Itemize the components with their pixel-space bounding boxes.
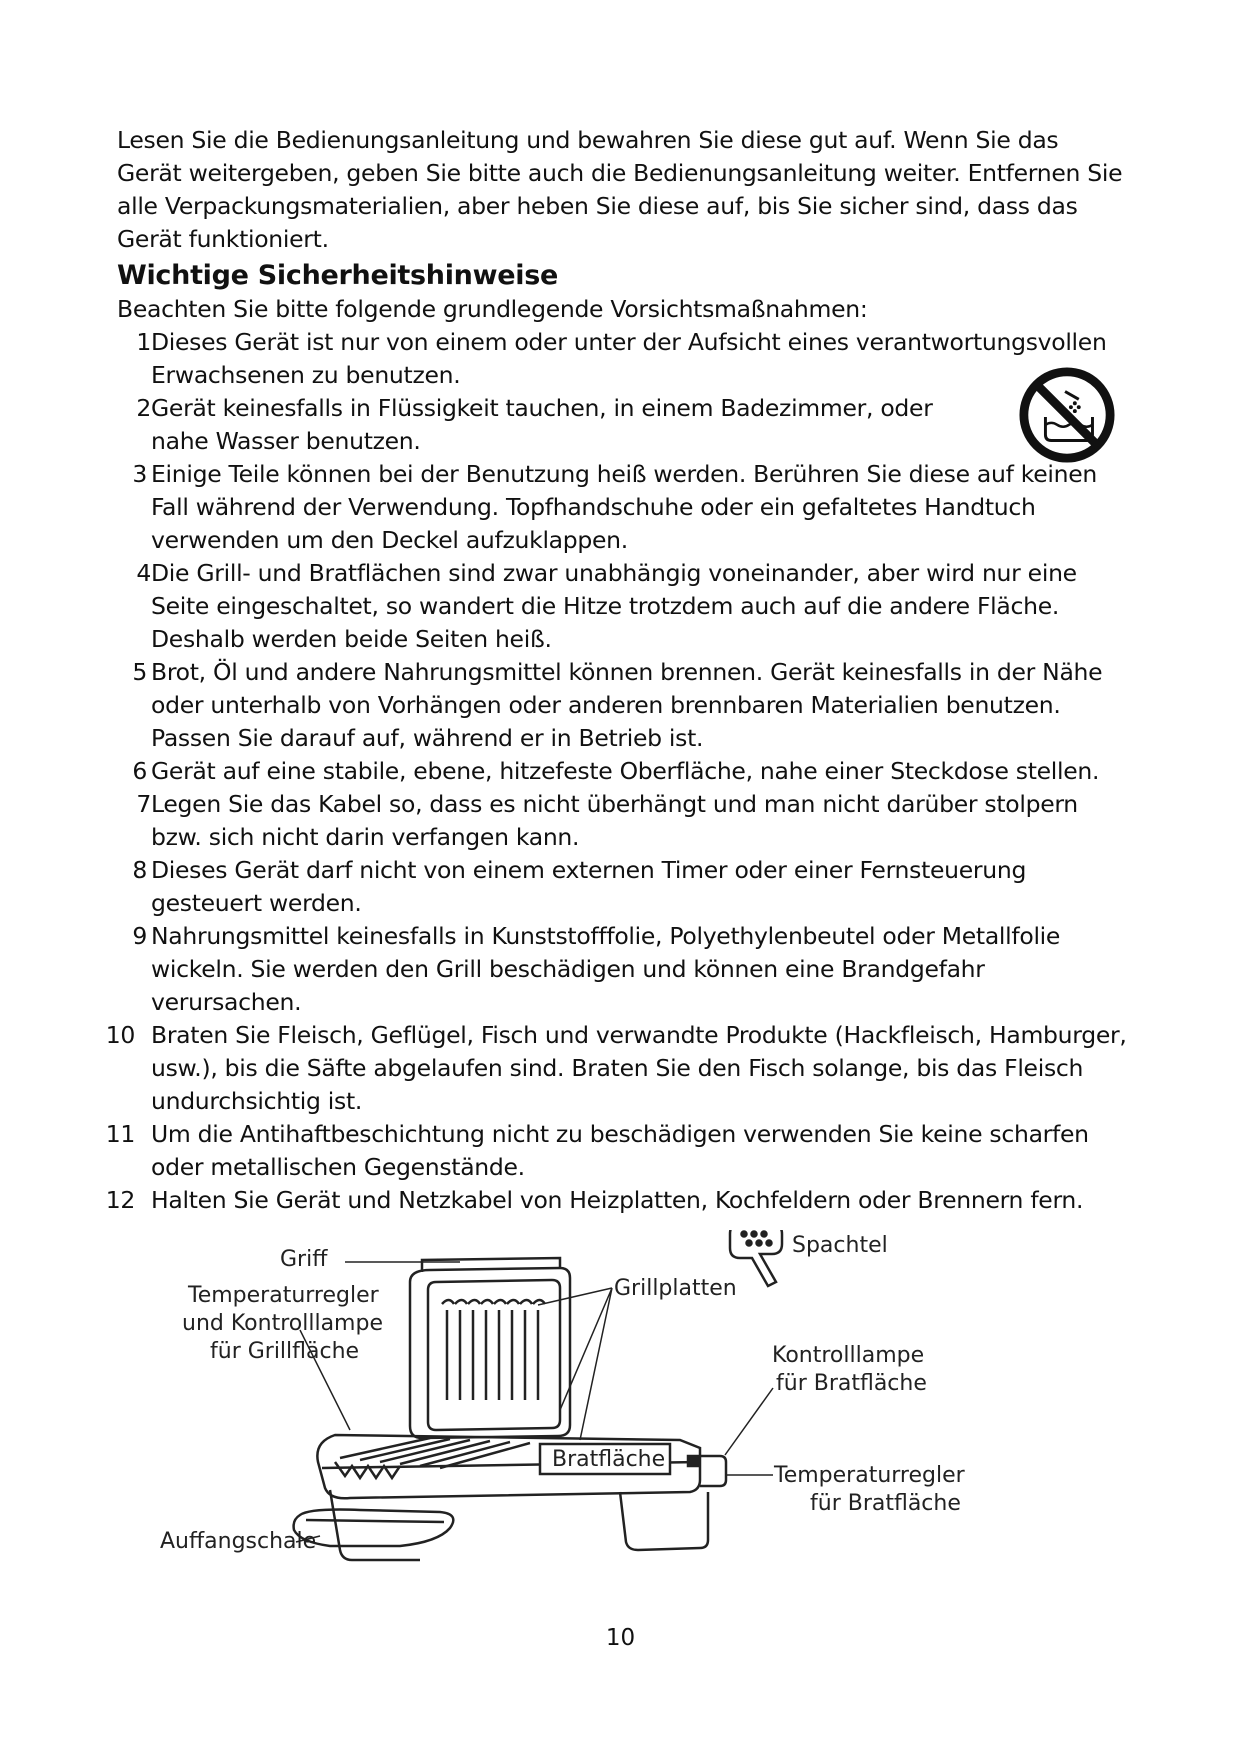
page-number: 10 — [605, 1625, 636, 1651]
item-number: 7 — [136, 790, 151, 818]
label-temp-grill-1: Temperaturregler — [188, 1283, 379, 1308]
list-item — [117, 854, 1127, 920]
list-item — [117, 920, 1127, 1019]
label-griff: Griff — [280, 1247, 328, 1272]
list-item — [105, 1118, 1127, 1184]
content — [105, 124, 1127, 1217]
label-temp-brat-1: Temperaturregler — [774, 1463, 965, 1488]
item-number: 2 — [136, 394, 151, 422]
list-item — [117, 326, 1127, 392]
item-number: 12 — [105, 1186, 135, 1214]
label-temp-brat-2: für Bratfläche — [810, 1491, 961, 1516]
item-text: Nahrungsmittel keinesfalls in Kunststofffolie, Polyethylenbeutel oder Metallfolie wickeln. Sie werden den Grill beschädigen und können eine Brandgefahr verursachen. — [151, 922, 1061, 1016]
list-item — [117, 392, 1127, 458]
no-water-icon — [1018, 366, 1116, 464]
list-item — [117, 557, 1127, 656]
item-number: 6 — [132, 757, 147, 785]
item-text: Dieses Gerät ist nur von einem oder unter der Aufsicht eines verantwortungsvollen Erwachsenen zu benutzen. — [151, 328, 1107, 389]
item-text: Gerät auf eine stabile, ebene, hitzefeste Oberfläche, nahe einer Steckdose stellen. — [151, 757, 1100, 785]
item-text: Dieses Gerät darf nicht von einem externen Timer oder einer Fernsteuerung gesteuert werden. — [151, 856, 1027, 917]
item-number: 11 — [105, 1120, 135, 1148]
label-auffangschale: Auffangschale — [160, 1529, 317, 1554]
item-number: 4 — [136, 559, 151, 587]
list-item — [117, 755, 1127, 788]
item-text: Einige Teile können bei der Benutzung heiß werden. Berühren Sie diese auf keinen Fall während der Verwendung. Topfhandschuhe oder ein gefaltetes Handtuch verwenden um den Deckel aufzuklappen. — [151, 460, 1097, 554]
item-text: Halten Sie Gerät und Netzkabel von Heizplatten, Kochfeldern oder Brennern fern. — [151, 1186, 1084, 1214]
list-item — [105, 1019, 1127, 1118]
label-kontrolllampe-1: Kontrolllampe — [772, 1343, 925, 1368]
lead-paragraph: Beachten Sie bitte folgende grundlegende Vorsichtsmaßnahmen: — [117, 295, 868, 323]
item-text: Braten Sie Fleisch, Geflügel, Fisch und verwandte Produkte (Hackfleisch, Hamburger, usw.), bis die Säfte abgelaufen sind. Braten Sie den Fisch solange, bis das Fleisch undurchsichtig ist. — [151, 1021, 1127, 1115]
item-text: Die Grill- und Bratflächen sind zwar unabhängig voneinander, aber wird nur eine Seite eingeschaltet, so wandert die Hitze trotzdem auch auf die andere Fläche. Deshalb werden beide Seiten heiß. — [151, 559, 1077, 653]
item-number: 8 — [132, 856, 147, 884]
list-item — [105, 1184, 1127, 1217]
item-number: 3 — [132, 460, 147, 488]
label-temp-grill-3: für Grillfläche — [210, 1339, 360, 1364]
list-item — [117, 788, 1127, 854]
list-item — [117, 458, 1127, 557]
intro-paragraph: Lesen Sie die Bedienungsanleitung und bewahren Sie diese gut auf. Wenn Sie das Gerät weitergeben, geben Sie bitte auch die Bedienungsanleitung weiter. Entfernen Sie alle Verpackungsmaterialien, aber heben Sie diese auf, bis Sie sicher sind, dass das Gerät funktioniert. — [117, 126, 1123, 253]
label-spachtel: Spachtel — [792, 1233, 888, 1258]
item-number: 9 — [132, 922, 147, 950]
item-number: 10 — [105, 1021, 135, 1049]
item-text: Gerät keinesfalls in Flüssigkeit tauchen, in einem Badezimmer, oder nahe Wasser benutzen. — [151, 394, 933, 455]
list-item — [117, 656, 1127, 755]
label-kontrolllampe-2: für Bratfläche — [776, 1371, 927, 1396]
safety-list — [105, 326, 1127, 1217]
item-number: 5 — [132, 658, 147, 686]
label-grillplatten: Grillplatten — [614, 1276, 737, 1301]
appliance-diagram — [160, 1230, 1100, 1630]
item-text: Brot, Öl und andere Nahrungsmittel können brennen. Gerät keinesfalls in der Nähe oder unterhalb von Vorhängen oder anderen brennbaren Materialien benutzen. Passen Sie darauf auf, während er in Betrieb ist. — [151, 658, 1103, 752]
item-text: Legen Sie das Kabel so, dass es nicht überhängt und man nicht darüber stolpern bzw. sich nicht darin verfangen kann. — [151, 790, 1078, 851]
item-text: Um die Antihaftbeschichtung nicht zu beschädigen verwenden Sie keine scharfen oder metallischen Gegenstände. — [151, 1120, 1089, 1181]
label-temp-grill-2: und Kontrolllampe — [182, 1311, 383, 1336]
label-bratflaeche: Bratfläche — [552, 1447, 666, 1472]
item-number: 1 — [136, 328, 151, 356]
section-heading: Wichtige Sicherheitshinweise — [117, 260, 558, 291]
